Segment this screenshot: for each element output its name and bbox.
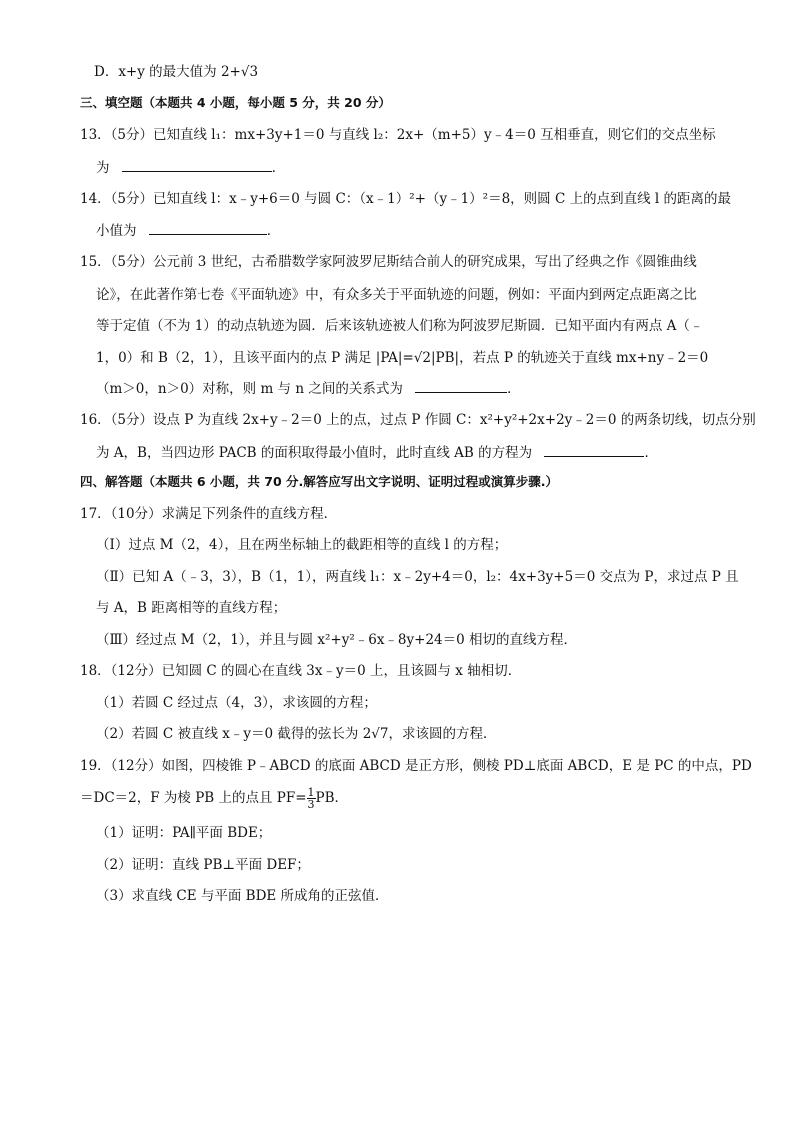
question-17-part3: （Ⅲ）经过点 M（2，1），并且与圆 x²+y²﹣6x﹣8y+24＝0 相切的直线方程． bbox=[96, 632, 578, 648]
question-17-part1: （Ⅰ）过点 M（2，4），且在两坐标轴上的截距相等的直线 l 的方程； bbox=[96, 537, 508, 553]
question-17-part2-line1: （Ⅱ）已知 A（﹣3，3），B（1，1），两直线 l₁：x﹣2y+4＝0，l₂：4x+3y+5＝0 交点为 P，求过点 P 且 bbox=[96, 569, 739, 585]
answer-blank-16[interactable] bbox=[544, 442, 644, 457]
question-19-part1: （1）证明：PA∥平面 BDE； bbox=[96, 825, 272, 841]
question-18: 18．（12分）已知圆 C 的圆心在直线 3x﹣y＝0 上，且该圆与 x 轴相切． bbox=[80, 663, 522, 679]
question-16-line2 bbox=[96, 442, 658, 463]
section-fill-in-heading: 三、填空题（本题共 4 小题，每小题 5 分，共 20 分） bbox=[80, 95, 391, 110]
answer-blank-13[interactable] bbox=[122, 157, 272, 172]
question-19-line1: 19．（12分）如图，四棱锥 P﹣ABCD 的底面 ABCD 是正方形，侧棱 PD⊥底面 ABCD，E 是 PC 的中点，PD bbox=[80, 758, 752, 774]
question-14-prefix: 小值为 bbox=[96, 223, 137, 239]
answer-blank-14[interactable] bbox=[149, 220, 267, 235]
fraction-one-third bbox=[307, 787, 316, 810]
question-14-line2 bbox=[96, 220, 280, 241]
period: ． bbox=[271, 160, 286, 176]
question-15-prefix: （m＞0，n＞0）对称，则 m 与 n 之间的关系式为 bbox=[96, 381, 403, 397]
period: ． bbox=[266, 223, 281, 239]
period: ． bbox=[644, 445, 658, 461]
question-19-part3: （3）求直线 CE 与平面 BDE 所成角的正弦值． bbox=[96, 888, 389, 904]
period: ． bbox=[507, 381, 521, 397]
question-15-line1: 15．（5分）公元前 3 世纪，古希腊数学家阿波罗尼斯结合前人的研究成果，写出了经典之作《圆锥曲线 bbox=[80, 254, 697, 270]
question-18-part2: （2）若圆 C 被直线 x﹣y＝0 截得的弦长为 2√7，求该圆的方程． bbox=[96, 726, 497, 742]
question-19-part2: （2）证明：直线 PB⊥平面 DEF； bbox=[96, 857, 310, 873]
question-15-line4: 1，0）和 B（2，1），且该平面内的点 P 满足 |PA|=√2|PB|，若点 P 的轨迹关于直线 mx+ny﹣2＝0 bbox=[96, 350, 709, 366]
section-solutions-heading: 四、解答题（本题共 6 小题，共 70 分.解答应写出文字说明、证明过程或演算步骤.） bbox=[80, 474, 558, 489]
question-15-line2: 论》，在此著作第七卷《平面轨迹》中，有众多关于平面轨迹的问题，例如：平面内到两定点距离之比 bbox=[96, 287, 697, 303]
question-14-line1: 14．（5分）已知直线 l：x﹣y+6＝0 与圆 C：（x﹣1）²+（y﹣1）²＝8，则圆 C 上的点到直线 l 的距离的最 bbox=[80, 191, 731, 207]
question-19-text: ＝DC＝2，F 为棱 PB 上的点且 PF= bbox=[80, 790, 307, 806]
question-13-line1: 13．（5分）已知直线 l₁：mx+3y+1＝0 与直线 l₂：2x+（m+5）y﹣4＝0 互相垂直，则它们的交点坐标 bbox=[80, 127, 716, 143]
question-15-line5 bbox=[96, 378, 521, 399]
question-13-prefix: 为 bbox=[96, 160, 110, 176]
question-19-line2 bbox=[80, 787, 348, 810]
question-17-part2-line2: 与 A，B 距离相等的直线方程； bbox=[96, 600, 287, 616]
fraction-denominator: 3 bbox=[307, 798, 315, 811]
question-16-prefix: 为 A，B，当四边形 PACB 的面积取得最小值时，此时直线 AB 的方程为 bbox=[96, 445, 533, 461]
question-17: 17．（10分）求满足下列条件的直线方程． bbox=[80, 506, 338, 522]
question-18-part1: （1）若圆 C 经过点（4，3），求该圆的方程； bbox=[96, 695, 377, 711]
question-15-line3: 等于定值（不为 1）的动点轨迹为圆．后来该轨迹被人们称为阿波罗尼斯圆．已知平面内有两点 A（﹣ bbox=[96, 318, 704, 334]
fraction-numerator: 1 bbox=[307, 786, 315, 799]
question-16-line1: 16．（5分）设点 P 为直线 2x+y﹣2＝0 上的点，过点 P 作圆 C：x²+y²+2x+2y﹣2＝0 的两条切线，切点分别 bbox=[80, 412, 756, 428]
question-19-end: PB． bbox=[315, 790, 349, 806]
answer-blank-15[interactable] bbox=[415, 378, 507, 393]
option-d: D．x+y 的最大值为 2+√3 bbox=[94, 64, 259, 80]
question-13-line2 bbox=[96, 157, 285, 178]
